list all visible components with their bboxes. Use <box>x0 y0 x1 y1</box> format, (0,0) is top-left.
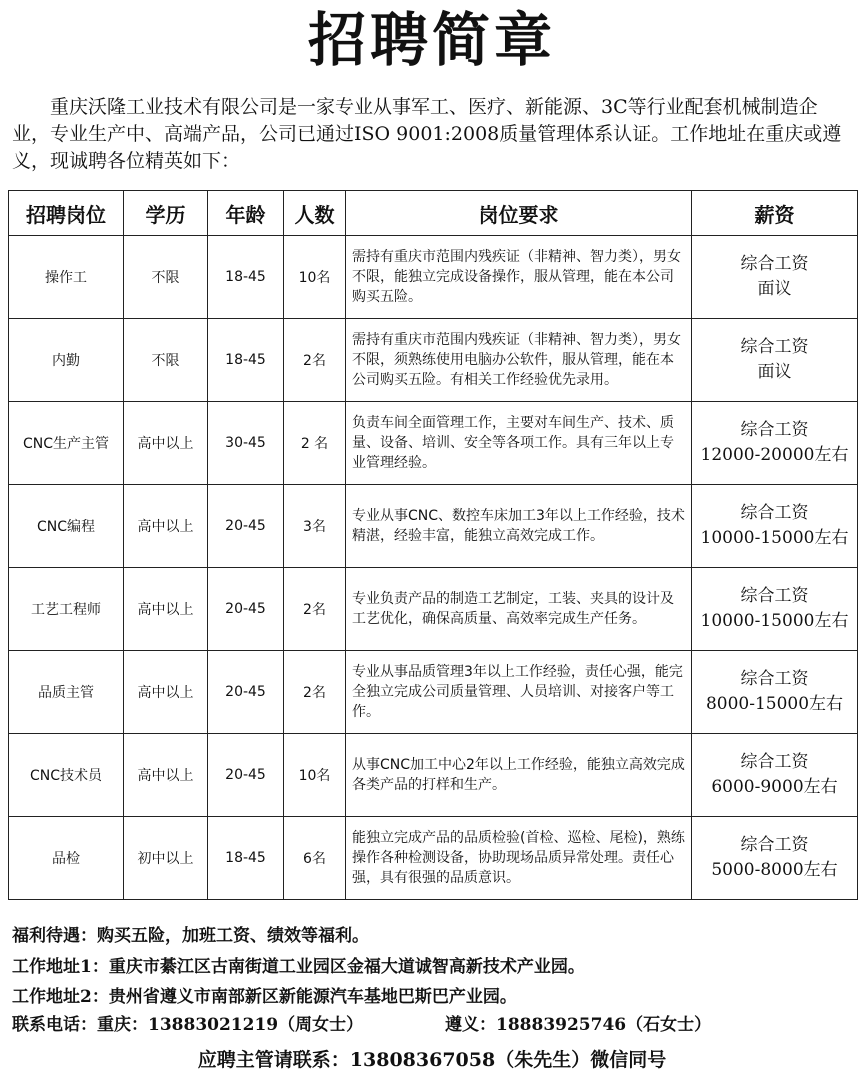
cell-count: 2名 <box>284 319 346 402</box>
cell-age: 20-45 <box>208 734 284 817</box>
cell-requirement: 能独立完成产品的品质检验(首检、巡检、尾检)，熟练操作各种检测设备，协助现场品质异常处理。责任心强，具有很强的品质意识。 <box>346 817 692 900</box>
benefits-text: 福利待遇：购买五险，加班工资、绩效等福利。 <box>12 926 369 946</box>
cell-count: 10名 <box>284 734 346 817</box>
cell-salary <box>692 319 858 402</box>
cell-education: 初中以上 <box>124 817 208 900</box>
table-row <box>9 236 858 319</box>
salary-type: 综合工资 <box>740 503 809 523</box>
work-address-2: 工作地址2：贵州省遵义市南部新区新能源汽车基地巴斯巴产业园。 <box>12 987 517 1007</box>
salary-type: 综合工资 <box>740 835 809 855</box>
hr-contact-line: 应聘主管请联系：13808367058（朱先生）微信同号 <box>197 1049 667 1071</box>
cell-position: CNC编程 <box>9 485 124 568</box>
cell-age: 20-45 <box>208 568 284 651</box>
cell-position: 操作工 <box>9 236 124 319</box>
salary-range: 8000-15000左右 <box>705 694 844 714</box>
table-row <box>9 734 858 817</box>
header-position: 招聘岗位 <box>9 191 124 236</box>
cell-age: 20-45 <box>208 651 284 734</box>
cell-age: 18-45 <box>208 319 284 402</box>
cell-count: 2名 <box>284 568 346 651</box>
cell-salary <box>692 402 858 485</box>
cell-position: 品检 <box>9 817 124 900</box>
salary-range: 10000-15000左右 <box>700 611 849 631</box>
cell-salary <box>692 651 858 734</box>
cell-requirement: 专业从事CNC、数控车床加工3年以上工作经验，技术精湛，经验丰富，能独立高效完成工作。 <box>346 485 692 568</box>
table-row <box>9 319 858 402</box>
table-row <box>9 568 858 651</box>
company-intro: 重庆沃隆工业技术有限公司是一家专业从事军工、医疗、新能源、3C等行业配套机械制造企业，专业生产中、高端产品，公司已通过ISO 9001:2008质量管理体系认证。工作地址在重庆或遵义，现诚聘各位精英如下： <box>12 96 842 172</box>
cell-count: 2名 <box>284 651 346 734</box>
cell-age: 30-45 <box>208 402 284 485</box>
cell-age: 20-45 <box>208 485 284 568</box>
salary-range: 6000-9000左右 <box>711 777 838 797</box>
cell-position: 内勤 <box>9 319 124 402</box>
cell-requirement: 专业负责产品的制造工艺制定，工装、夹具的设计及工艺优化，确保高质量、高效率完成生产任务。 <box>346 568 692 651</box>
cell-requirement: 负责车间全面管理工作，主要对车间生产、技术、质量、设备、培训、安全等各项工作。具有三年以上专业管理经验。 <box>346 402 692 485</box>
cell-salary <box>692 236 858 319</box>
cell-age: 18-45 <box>208 236 284 319</box>
cell-requirement: 从事CNC加工中心2年以上工作经验，能独立高效完成各类产品的打样和生产。 <box>346 734 692 817</box>
salary-type: 综合工资 <box>740 669 809 689</box>
work-address-1: 工作地址1：重庆市綦江区古南街道工业园区金福大道诚智高新技术产业园。 <box>12 957 585 977</box>
table-row <box>9 817 858 900</box>
salary-type: 综合工资 <box>740 420 809 440</box>
cell-education: 不限 <box>124 236 208 319</box>
table-row <box>9 485 858 568</box>
contact-phone-chongqing: 联系电话：重庆：13883021219（周女士） <box>12 1015 364 1035</box>
cell-count: 2 名 <box>284 402 346 485</box>
cell-position: 工艺工程师 <box>9 568 124 651</box>
salary-range: 10000-15000左右 <box>700 528 849 548</box>
salary-type: 综合工资 <box>740 752 809 772</box>
cell-salary <box>692 568 858 651</box>
contact-phone-zunyi: 遵义：18883925746（石女士） <box>445 1015 712 1035</box>
job-table <box>8 190 858 900</box>
header-salary: 薪资 <box>692 191 858 236</box>
salary-type: 综合工资 <box>740 337 809 357</box>
cell-education: 高中以上 <box>124 651 208 734</box>
cell-count: 3名 <box>284 485 346 568</box>
table-row <box>9 402 858 485</box>
header-age: 年龄 <box>208 191 284 236</box>
cell-requirement: 需持有重庆市范围内残疾证（非精神、智力类），男女不限，能独立完成设备操作，服从管理，能在本公司购买五险。 <box>346 236 692 319</box>
salary-type: 综合工资 <box>740 254 809 274</box>
salary-range: 面议 <box>757 279 792 299</box>
cell-education: 高中以上 <box>124 402 208 485</box>
cell-age: 18-45 <box>208 817 284 900</box>
table-header-row <box>9 191 858 236</box>
page-title: 招聘简章 <box>307 6 556 74</box>
cell-salary <box>692 817 858 900</box>
salary-range: 面议 <box>757 362 792 382</box>
header-requirement: 岗位要求 <box>346 191 692 236</box>
cell-count: 6名 <box>284 817 346 900</box>
cell-count: 10名 <box>284 236 346 319</box>
cell-salary <box>692 485 858 568</box>
cell-education: 不限 <box>124 319 208 402</box>
cell-salary <box>692 734 858 817</box>
cell-education: 高中以上 <box>124 568 208 651</box>
salary-range: 12000-20000左右 <box>700 445 849 465</box>
salary-type: 综合工资 <box>740 586 809 606</box>
salary-range: 5000-8000左右 <box>711 860 838 880</box>
cell-requirement: 需持有重庆市范围内残疾证（非精神、智力类），男女不限，须熟练使用电脑办公软件，服从管理，能在本公司购买五险。有相关工作经验优先录用。 <box>346 319 692 402</box>
header-education: 学历 <box>124 191 208 236</box>
cell-education: 高中以上 <box>124 734 208 817</box>
cell-position: 品质主管 <box>9 651 124 734</box>
table-row <box>9 651 858 734</box>
cell-position: CNC生产主管 <box>9 402 124 485</box>
cell-education: 高中以上 <box>124 485 208 568</box>
cell-requirement: 专业从事品质管理3年以上工作经验，责任心强，能完全独立完成公司质量管理、人员培训、对接客户等工作。 <box>346 651 692 734</box>
header-count: 人数 <box>284 191 346 236</box>
cell-position: CNC技术员 <box>9 734 124 817</box>
